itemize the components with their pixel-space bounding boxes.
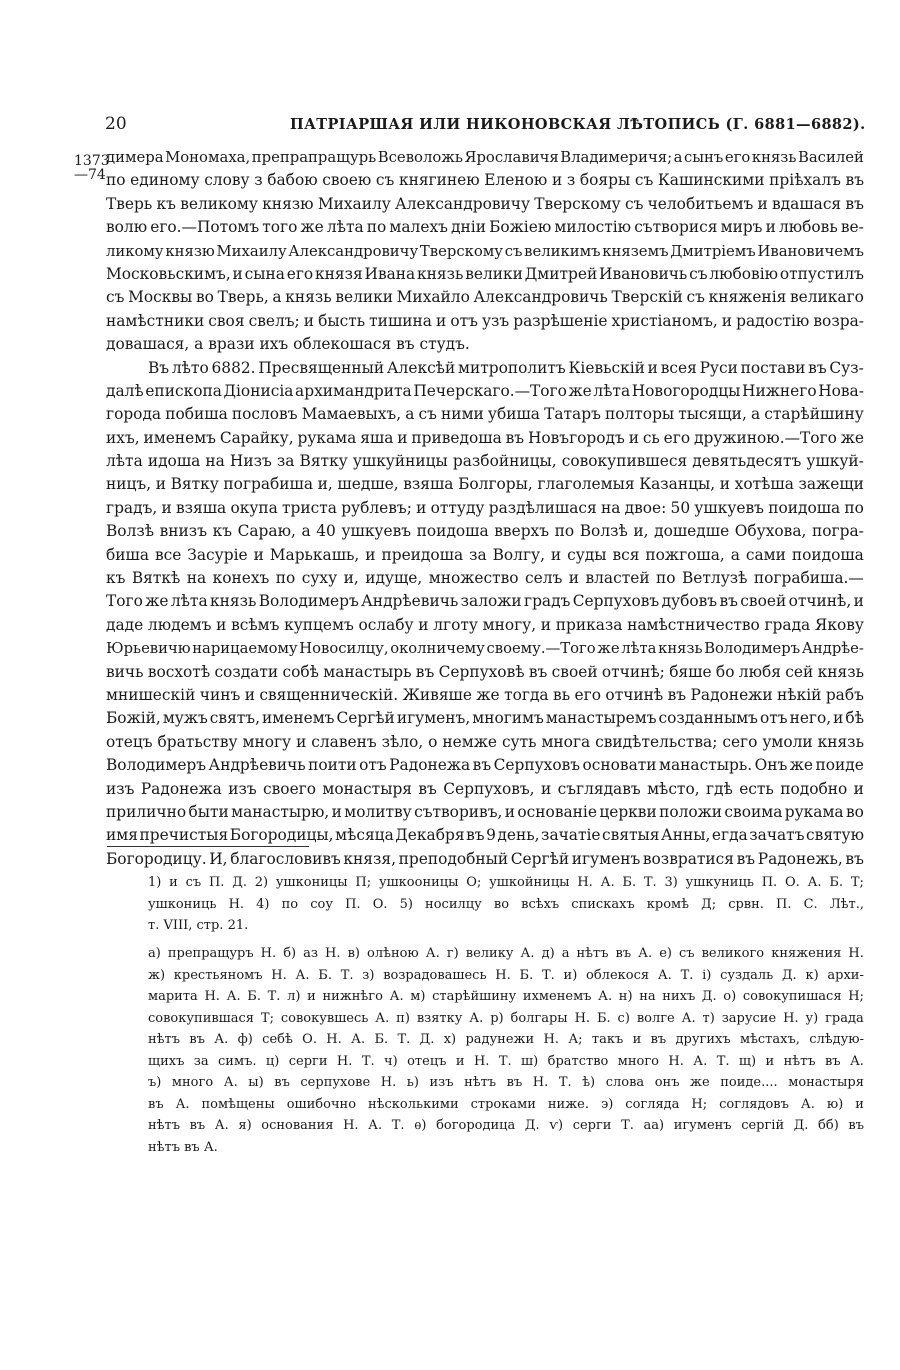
footnote-line-text: т. VIII, стр. 21.: [148, 918, 249, 933]
text-line: лѣта идоша на Низъ за Вятку ушкуйницы разбойницы, совокупившеся девятьдесятъ ушкуй-: [106, 452, 864, 471]
text-line: Божій, мужъ святъ, именемъ Сергѣй игуменъ, многимъ манастыремъ созданнымъ отъ него, и бѣ: [106, 709, 864, 728]
text-line: имя пречистыя Богородицы, мѣсяца Декабря въ 9 день, зачатіе святыя Анны, егда зачатъ святую: [106, 826, 864, 845]
text-line: даде людемъ и всѣмъ купцемъ ослабу и лготу многу, и приказа намѣстничество града Якову: [106, 615, 864, 634]
text-line: биша все Засуріе и Марькашь, и преидоша за Волгу, и суды вся пожгоша, а сами поидоша: [106, 545, 864, 564]
variant-line: ъ) много А. ы) въ серпухове Н. ь) изъ нѣтъ въ Н. Т. ѣ) слова онъ же поиде.... монастыря: [148, 1075, 864, 1090]
text-line: отецъ братьству многу и славенъ зѣло, о немже суть многа свидѣтельства; сего умоли князь: [106, 732, 864, 751]
text-line: [106, 333, 864, 356]
text-line: Московьскимъ, и сына его князя Ивана князь велики Дмитрей Ивановичь съ любовію отпустилъ: [106, 264, 864, 283]
text-line: изъ Радонежа изъ своего монастыря въ Серпуховъ, и съглядавъ мѣсто, гдѣ есть подобно и: [106, 779, 864, 798]
text-line: Того же лѣта князь Володимеръ Андрѣевичь заложи градъ Серпуховъ дубовъ въ своей отчинѣ, и: [106, 592, 864, 611]
text-line: Володимеръ Андрѣевичь поити отъ Радонежа въ Серпуховъ основати манастырь. Онъ же поиде: [106, 756, 864, 775]
main-text: [106, 146, 864, 871]
text-line: волю его.—Потомъ того же лѣта по малехъ дніи Божіею милостію сътворися миръ и любовь ве-: [106, 218, 864, 237]
margin-year-bottom: —74: [74, 167, 106, 183]
text-line: по единому слову з бабою своею съ княгинею Еленою и з бояры съ Кашинскими пріѣхалъ въ: [106, 171, 864, 190]
variant-line: ж) крестьяномъ Н. А. Б. Т. з) возрадовашесь Н. Б. Т. и) облекося А. Т. і) суздаль Д. к) архи-: [148, 967, 864, 983]
text-line: Въ лѣто 6882. Пресвященный Алексѣй митрополитъ Кіевьскій и всея Руси постави въ Суз-: [148, 358, 864, 377]
variant-line: щихъ за симъ. ц) серги Н. Т. ч) отецъ и Н. Т. ш) братство много Н. А. Т. щ) и нѣтъ въ А.: [148, 1053, 864, 1069]
variant-line: совокупившася Т; совокувшесь А. п) взятку А. р) болгары Н. Б. с) волге А. т) зарусие Н. у) града: [148, 1010, 864, 1026]
variant-line: марита Н. А. Б. Т. л) и нижнѣго А. м) старѣйшину ихменемъ А. н) на нихъ Д. о) совокупишася Н;: [148, 989, 864, 1004]
variant-line: нѣтъ въ А. ф) себѣ О. Н. А. Б. Т. Д. х) радунежи Н. А; такъ и въ другихъ мѣстахъ, слѣдую-: [148, 1032, 864, 1047]
text-line: намѣстники своя свелъ; и бысть тишина и отъ узъ разрѣшеніе христіаномъ, и радостію возра-: [106, 311, 864, 330]
text-line: далѣ епископа Діонисіа архимандрита Печерскаго.—Того же лѣта Новогородцы Нижнего Нова-: [106, 381, 864, 400]
text-line: Юрьевичю нарицаемому Новосилцу, околничему своему.—Того же лѣта князь Володимеръ Андрѣе-: [106, 640, 864, 658]
variant-line: а) препращуръ Н. б) аз Н. в) олѣною А. г) велику А. д) а нѣтъ въ А. е) съ великого княжения Н.: [148, 946, 864, 961]
variant-line: [148, 1137, 864, 1159]
variant-line: въ А. помѣщены ошибочно нѣсколькими строками ниже. э) согляда Н; соглядовъ А. ю) и: [148, 1096, 864, 1112]
text-line: ихъ, именемъ Сарайку, рукама яша и приведоша въ Новъгородъ и сь его дружиною.—Того же: [106, 428, 864, 447]
text-line: ницъ, и Вятку пограбиша и, шедше, взяша Болгоры, глаголемыя Казанцы, и хотѣша зажещи: [106, 475, 864, 494]
margin-year-top: 1373: [74, 153, 110, 169]
running-head: ПАТРІАРШАЯ ИЛИ НИКОНОВСКАЯ ЛѢТОПИСЬ (Г. 6881—6882).: [290, 116, 866, 133]
text-line: прилично быти манастырю, и молитву сътворивъ, и основаніе церкви положи своима рукама во: [106, 802, 864, 821]
variant-line-text: нѣтъ въ А.: [148, 1139, 218, 1155]
text-line: Тверь къ великому князю Михаилу Александровичу Тверскому съ челобитьемъ и вдашася въ: [106, 194, 864, 213]
footnote-rule: [107, 846, 309, 847]
footnotes-numbered: [148, 872, 864, 937]
footnote-line: [148, 915, 864, 937]
text-line: съ Москвы во Тверь, а князь велики Михайло Александровичь Тверскій съ княженія великаго: [106, 288, 864, 307]
text-line: мнишескій чинъ и священническій. Живяше же тогда вь его отчинѣ въ Радонежи нѣкій рабъ: [106, 685, 864, 704]
footnotes-lettered: [148, 943, 864, 1158]
text-line: вичь восхотѣ создати собѣ манастырь въ Серпуховѣ въ своей отчинѣ; бяше бо любя сей князь: [106, 662, 864, 681]
text-line: къ Вяткѣ на конехъ по суху и, идуще, множество селъ и властей по Ветлузѣ пограбиша.—: [106, 569, 864, 588]
text-line: города побиша пословъ Мамаевыхъ, а съ ними убиша Татаръ полторы тысящи, а старѣйшину: [106, 405, 864, 424]
footnote-line: 1) и съ П. Д. 2) ушконицы П; ушкооницы О; ушкойницы Н. А. Б. Т. 3) ушкуниць П. О. А. Б. Т;: [148, 875, 864, 890]
text-line: Богородицу. И, благословивъ князя, преподобный Сергѣй игуменъ возвратися въ Радонежь, въ: [106, 849, 864, 868]
text-line-text: довашася, а врази ихъ облекошася въ студъ.: [106, 335, 470, 354]
text-line: димера Мономаха, препрапращурь Всеволожь Ярославичя Владимеричя; а сынъ его князь Василей: [106, 149, 864, 166]
text-line: градъ, и взяша окупа триста рублевъ; и оттуду раздѣлишася на двое: 50 ушкуевъ поидоша по: [106, 498, 864, 517]
page-number: 20: [105, 114, 127, 134]
text-line: Волзѣ внизъ къ Сараю, а 40 ушкуевъ поидоша вверхъ по Волзѣ и, дошедше Обухова, погра-: [106, 522, 864, 541]
text-line: ликому князю Михаилу Александровичу Тверскому съ великимъ княземъ Дмитріемъ Ивановичемъ: [106, 242, 864, 260]
variant-line: нѣтъ въ А. я) основания Н. А. Т. ѳ) богородица Д. ѵ) серги Т. аа) игуменъ сергій Д. бб) въ: [148, 1118, 864, 1133]
footnote-line: ушкониць Н. 4) по соу П. О. 5) носилцу во всѣхъ спискахъ кромѣ Д; срвн. П. С. Лѣт.,: [148, 896, 864, 912]
